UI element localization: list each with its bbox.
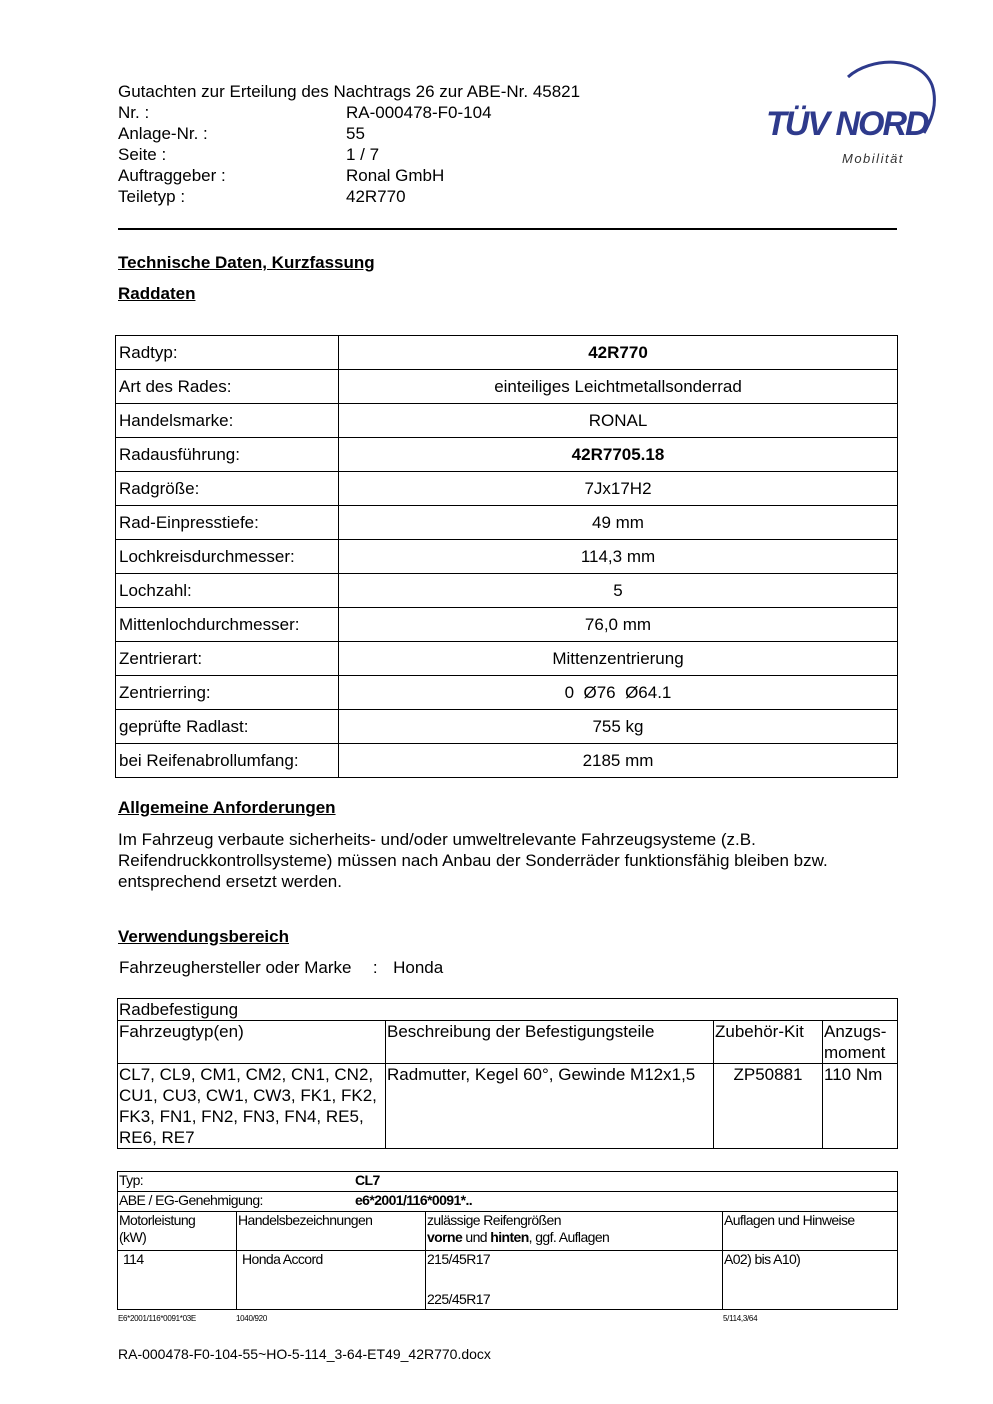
header-tyres-front: vorne (427, 1229, 463, 1245)
manufacturer-label: Fahrzeughersteller oder Marke (119, 958, 352, 977)
header-tyres-l2 (427, 1229, 721, 1246)
approval-row (118, 1192, 898, 1212)
wheel-data-value: 42R7705.18 (339, 438, 898, 472)
header-value-attachment: 55 (346, 124, 365, 143)
mounting-header-types: Fahrzeugtyp(en) (118, 1021, 386, 1064)
tech-data-heading: Technische Daten, Kurzfassung (118, 253, 375, 272)
wheel-data-key: Zentrierart: (116, 642, 339, 676)
mounting-description: Radmutter, Kegel 60°, Gewinde M12x1,5 (386, 1064, 714, 1149)
footnote-code: 1040/920 (236, 1314, 267, 1323)
wheel-data-row (116, 676, 898, 710)
header-label-number: Nr. : (118, 103, 150, 122)
row-notes: A02) bis A10) (723, 1251, 898, 1310)
wheel-data-row (116, 506, 898, 540)
wheel-data-key: Art des Rades: (116, 370, 339, 404)
header-label-page: Seite : (118, 145, 167, 164)
logo-subtitle: Mobilität (842, 151, 904, 166)
wheel-data-key: Lochzahl: (116, 574, 339, 608)
approval-value: e6*2001/116*0091*.. (355, 1192, 473, 1208)
wheel-data-row (116, 744, 898, 778)
row-tyres (426, 1251, 723, 1310)
wheel-data-key: Radgröße: (116, 472, 339, 506)
wheel-data-row (116, 642, 898, 676)
wheel-data-heading: Raddaten (118, 284, 196, 303)
mounting-header-torque-l2: moment (824, 1043, 886, 1062)
mounting-header-kit: Zubehör-Kit (714, 1021, 823, 1064)
row-power: 114 (118, 1251, 237, 1310)
wheel-data-key: Lochkreisdurchmesser: (116, 540, 339, 574)
header-power (118, 1212, 237, 1251)
tuv-nord-logo: TÜV NORD (766, 105, 928, 143)
type-data-row (118, 1251, 898, 1310)
header-label-client: Auftraggeber : (118, 166, 226, 185)
wheel-data-row (116, 472, 898, 506)
type-header-row (118, 1212, 898, 1251)
header-tyres-rear: hinten (490, 1229, 529, 1245)
wheel-data-value: 0 Ø76 Ø64.1 (339, 676, 898, 710)
wheel-data-value: 49 mm (339, 506, 898, 540)
mounting-kit: ZP50881 (714, 1064, 823, 1149)
wheel-data-value: 2185 mm (339, 744, 898, 778)
manufacturer-line (119, 957, 443, 978)
header-trade-names: Handelsbezeichnungen (237, 1212, 426, 1251)
manufacturer-value: Honda (393, 958, 444, 977)
row-tyre-1: 215/45R17 (427, 1251, 491, 1267)
header-power-l1: Motorleistung (119, 1212, 196, 1228)
manufacturer-separator: : (372, 958, 378, 977)
wheel-data-value: RONAL (339, 404, 898, 438)
row-tyre-2: 225/45R17 (427, 1291, 491, 1307)
header-tyres-and: und (462, 1229, 491, 1245)
header-value-page: 1 / 7 (346, 145, 380, 164)
wheel-data-value: 5 (339, 574, 898, 608)
wheel-data-row (116, 370, 898, 404)
general-requirements-heading: Allgemeine Anforderungen (118, 798, 336, 817)
wheel-data-value: 76,0 mm (339, 608, 898, 642)
wheel-data-row (116, 608, 898, 642)
general-requirements-text: Im Fahrzeug verbaute sicherheits- und/oder umweltrelevante Fahrzeugsysteme (z.B. Reifendruckkontrollsysteme) müssen nach Anbau der Sonderräder funktionsfähig bleiben bzw. entsprechend ersetzt werden. (118, 830, 828, 891)
header-tyres (426, 1212, 723, 1251)
wheel-data-key: Rad-Einpresstiefe: (116, 506, 339, 540)
wheel-data-key: Mittenlochdurchmesser: (116, 608, 339, 642)
wheel-data-key: Radausführung: (116, 438, 339, 472)
approval-label: ABE / EG-Genehmigung: (119, 1192, 263, 1208)
mounting-header-description: Beschreibung der Befestigungsteile (386, 1021, 714, 1064)
header-value-client: Ronal GmbH (346, 166, 445, 185)
header-tyres-end: , ggf. Auflagen (528, 1229, 610, 1245)
header-tyres-l1: zulässige Reifengrößen (427, 1212, 561, 1228)
document-title: Gutachten zur Erteilung des Nachtrags 26 zur ABE-Nr. 45821 (118, 82, 581, 101)
mounting-types: CL7, CL9, CM1, CM2, CN1, CN2, CU1, CU3, CW1, CW3, FK1, FK2, FK3, FN1, FN2, FN3, FN4, RE5, RE6, RE7 (118, 1064, 386, 1149)
mounting-header-row (118, 1021, 898, 1064)
header-power-l2: (kW) (119, 1229, 147, 1245)
mounting-title-row (118, 999, 898, 1021)
mounting-title: Radbefestigung (118, 999, 898, 1021)
wheel-data-row (116, 404, 898, 438)
wheel-data-value: 42R770 (339, 336, 898, 370)
wheel-data-row (116, 574, 898, 608)
wheel-data-value: Mittenzentrierung (339, 642, 898, 676)
wheel-data-value: 755 kg (339, 710, 898, 744)
header-label-part-type: Teiletyp : (118, 187, 186, 206)
wheel-data-value: einteiliges Leichtmetallsonderrad (339, 370, 898, 404)
row-trade-name: Honda Accord (237, 1251, 426, 1310)
type-value: CL7 (355, 1172, 380, 1188)
mounting-header-torque-l1: Anzugs- (824, 1022, 887, 1041)
mounting-torque: 110 Nm (823, 1064, 898, 1149)
wheel-data-row (116, 438, 898, 472)
type-approval-table (117, 1171, 898, 1310)
header-divider (118, 228, 897, 230)
mounting-data-row (118, 1064, 898, 1149)
wheel-data-row (116, 710, 898, 744)
type-row (118, 1172, 898, 1192)
usage-area-heading: Verwendungsbereich (118, 927, 289, 946)
wheel-data-value: 114,3 mm (339, 540, 898, 574)
footnote-approval: E6*2001/116*0091*03E (118, 1314, 196, 1323)
wheel-data-key: Radtyp: (116, 336, 339, 370)
wheel-data-key: Handelsmarke: (116, 404, 339, 438)
wheel-data-body (116, 336, 898, 778)
wheel-data-row (116, 336, 898, 370)
wheel-data-key: bei Reifenabrollumfang: (116, 744, 339, 778)
type-label: Typ: (119, 1172, 144, 1188)
header-label-attachment: Anlage-Nr. : (118, 124, 208, 143)
wheel-data-row (116, 540, 898, 574)
header-notes: Auflagen und Hinweise (723, 1212, 898, 1251)
wheel-data-key: geprüfte Radlast: (116, 710, 339, 744)
wheel-data-key: Zentrierring: (116, 676, 339, 710)
footer-filename: RA-000478-F0-104-55~HO-5-114_3-64-ET49_42R770.docx (118, 1346, 491, 1362)
footnote-pcd: 5/114,3/64 (723, 1314, 758, 1323)
mounting-table (117, 998, 898, 1149)
wheel-data-value: 7Jx17H2 (339, 472, 898, 506)
header-value-part-type: 42R770 (346, 187, 406, 206)
header-value-number: RA-000478-F0-104 (346, 103, 492, 122)
wheel-data-table (115, 335, 898, 778)
mounting-header-torque (823, 1021, 898, 1064)
